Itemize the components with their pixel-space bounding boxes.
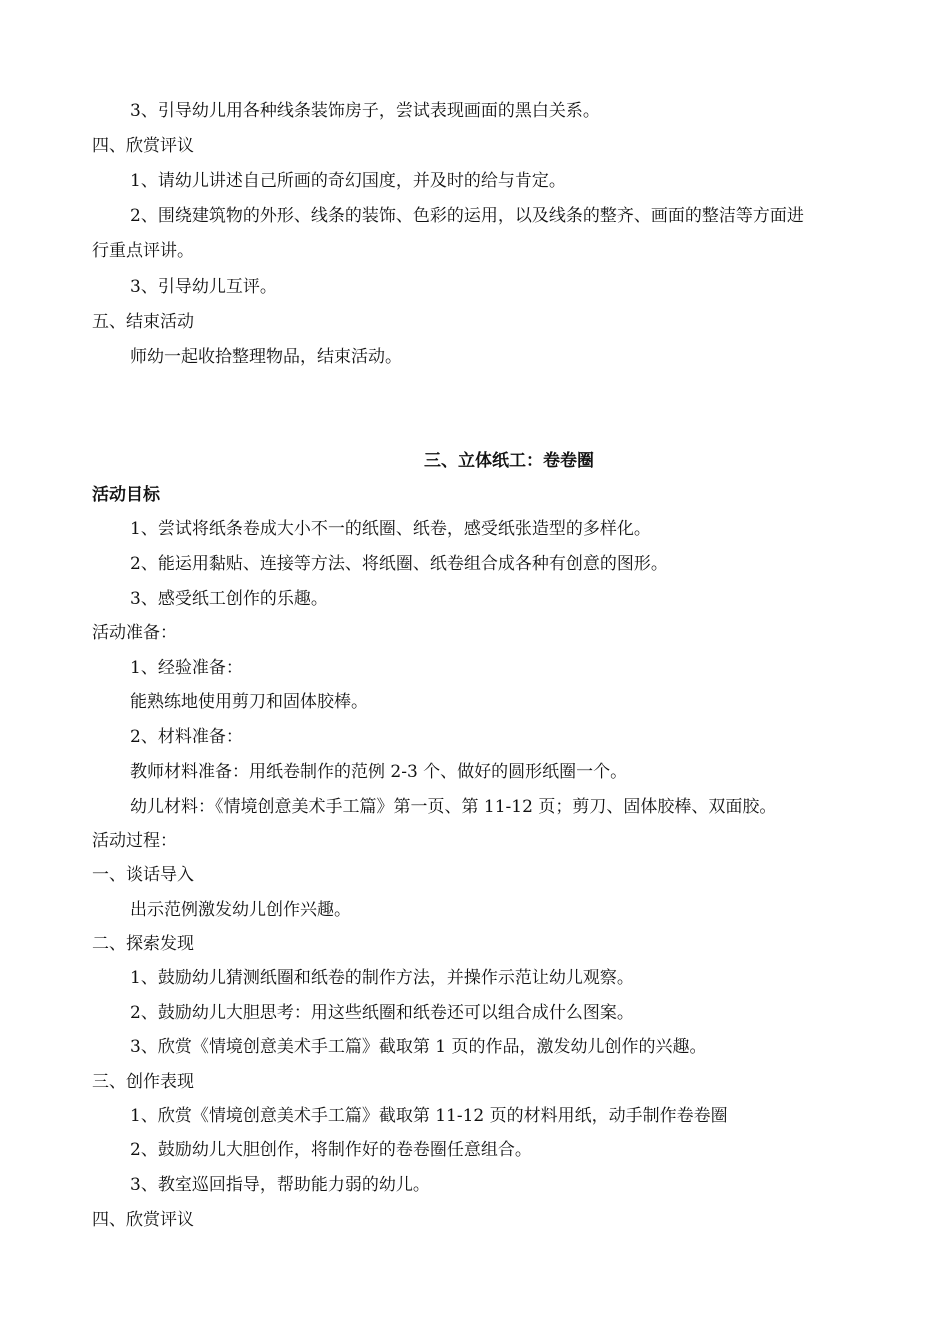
prep-experience-text: 能熟练地使用剪刀和固体胶棒。 xyxy=(130,692,368,712)
step-2-item: 3、欣赏《情境创意美术手工篇》截取第 1 页的作品，激发幼儿创作的兴趣。 xyxy=(130,1037,707,1057)
process-heading: 活动过程： xyxy=(92,831,177,851)
step-3-heading: 三、创作表现 xyxy=(92,1072,194,1092)
step-3-item: 1、欣赏《情境创意美术手工篇》截取第 11-12 页的材料用纸，动手制作卷卷圈 xyxy=(130,1106,728,1126)
prev-section-4-item-3: 3、引导幼儿互评。 xyxy=(130,277,277,297)
goal-item: 3、感受纸工创作的乐趣。 xyxy=(130,589,328,609)
step-1-heading: 一、谈话导入 xyxy=(92,865,194,885)
goals-heading: 活动目标 xyxy=(92,485,160,505)
prev-section-4-item-2: 2、围绕建筑物的外形、线条的装饰、色彩的运用，以及线条的整齐、画面的整洁等方面进 xyxy=(130,206,804,226)
step-2-heading: 二、探索发现 xyxy=(92,934,194,954)
step-1-text: 出示范例激发幼儿创作兴趣。 xyxy=(130,900,351,920)
prep-materials: 2、材料准备： xyxy=(130,727,243,747)
prev-section-4-heading: 四、欣赏评议 xyxy=(92,136,194,156)
step-2-item: 1、鼓励幼儿猜测纸圈和纸卷的制作方法，并操作示范让幼儿观察。 xyxy=(130,968,634,988)
prep-experience: 1、经验准备： xyxy=(130,658,243,678)
prev-section-4-item-1: 1、请幼儿讲述自己所画的奇幻国度，并及时的给与肯定。 xyxy=(130,171,566,191)
prep-heading: 活动准备： xyxy=(92,623,177,643)
prep-child-materials: 幼儿材料：《情境创意美术手工篇》第一页、第 11-12 页；剪刀、固体胶棒、双面胶。 xyxy=(130,797,777,817)
step-4-heading: 四、欣赏评议 xyxy=(92,1210,194,1230)
step-2-item: 2、鼓励幼儿大胆思考：用这些纸圈和纸卷还可以组合成什么图案。 xyxy=(130,1003,634,1023)
lesson-title: 三、立体纸工：卷卷圈 xyxy=(424,451,594,471)
prev-section-5-text: 师幼一起收拾整理物品，结束活动。 xyxy=(130,347,402,367)
prev-item-3: 3、引导幼儿用各种线条装饰房子，尝试表现画面的黑白关系。 xyxy=(130,101,600,121)
step-3-item: 2、鼓励幼儿大胆创作，将制作好的卷卷圈任意组合。 xyxy=(130,1140,532,1160)
step-3-item: 3、教室巡回指导，帮助能力弱的幼儿。 xyxy=(130,1175,430,1195)
goal-item: 1、尝试将纸条卷成大小不一的纸圈、纸卷，感受纸张造型的多样化。 xyxy=(130,519,651,539)
goal-item: 2、能运用黏贴、连接等方法、将纸圈、纸卷组合成各种有创意的图形。 xyxy=(130,554,668,574)
prev-section-5-heading: 五、结束活动 xyxy=(92,312,194,332)
prev-section-4-item-2-cont: 行重点评讲。 xyxy=(92,241,194,261)
prep-teacher-materials: 教师材料准备：用纸卷制作的范例 2-3 个、做好的圆形纸圈一个。 xyxy=(130,762,628,782)
